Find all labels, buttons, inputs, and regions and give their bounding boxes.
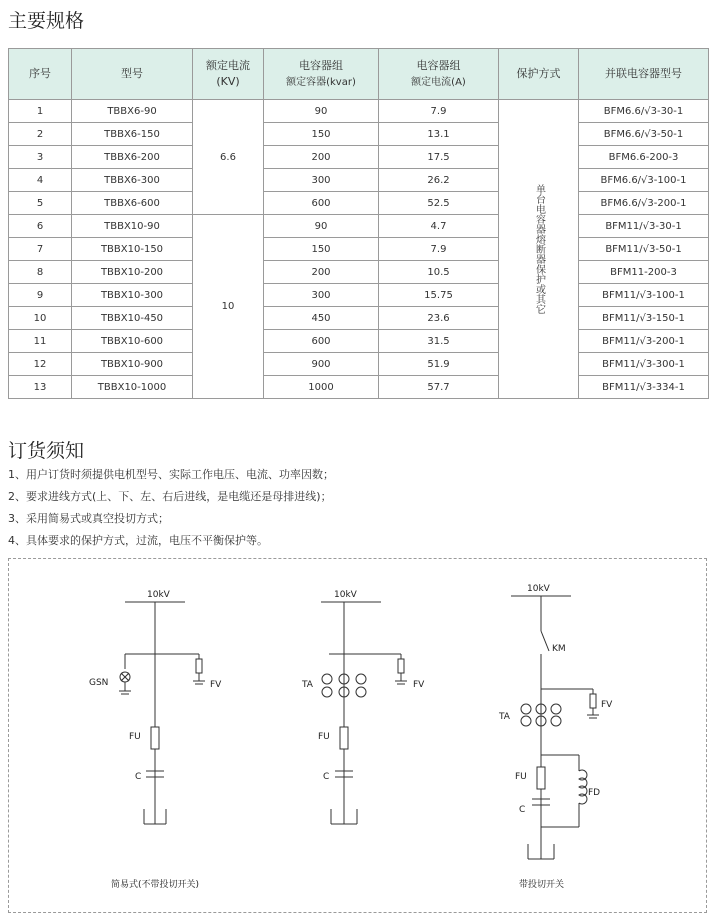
cell-amp: 10.5 [379, 261, 499, 284]
header-capacity-line1: 电容器组 [299, 58, 343, 72]
cell-parallel: BFM6.6/√3-50-1 [579, 123, 709, 146]
d1-gsn-label: GSN [89, 678, 109, 688]
cell-parallel: BFM11/√3-150-1 [579, 307, 709, 330]
d3-caption: 带投切开关 [519, 880, 565, 890]
cell-model: TBBX10-600 [72, 330, 193, 353]
d3-fuse-icon [537, 767, 545, 789]
cell-no: 4 [9, 169, 72, 192]
cell-model: TBBX10-90 [72, 215, 193, 238]
cell-amp: 23.6 [379, 307, 499, 330]
cell-amp: 4.7 [379, 215, 499, 238]
table-row [9, 238, 709, 261]
cell-kvar: 450 [264, 307, 379, 330]
cell-model: TBBX10-200 [72, 261, 193, 284]
cell-no: 10 [9, 307, 72, 330]
cell-amp: 17.5 [379, 146, 499, 169]
cell-no: 8 [9, 261, 72, 284]
cell-parallel: BFM6.6/√3-30-1 [579, 100, 709, 123]
cell-kvar: 200 [264, 146, 379, 169]
d1-fv-arrester-icon [196, 659, 202, 673]
cell-no: 11 [9, 330, 72, 353]
cell-kvar: 200 [264, 261, 379, 284]
d3-fv-arrester-icon [590, 694, 596, 708]
cell-amp: 15.75 [379, 284, 499, 307]
table-header-row [9, 49, 709, 100]
table-row [9, 215, 709, 238]
cell-amp: 13.1 [379, 123, 499, 146]
d3-ta-label: TA [499, 712, 510, 722]
cell-kvar: 90 [264, 100, 379, 123]
cell-no: 12 [9, 353, 72, 376]
table-row [9, 169, 709, 192]
cell-kvar: 300 [264, 169, 379, 192]
d2-ta-icon [322, 674, 332, 684]
d2-fv-arrester-icon [398, 659, 404, 673]
order-note-item: 1、用户订货时须提供电机型号、实际工作电压、电流、功率因数； [8, 468, 334, 481]
cell-amp: 31.5 [379, 330, 499, 353]
cell-no: 7 [9, 238, 72, 261]
cell-parallel: BFM11/√3-50-1 [579, 238, 709, 261]
cell-kvar: 300 [264, 284, 379, 307]
cell-kvar: 600 [264, 192, 379, 215]
d3-ta-icon [551, 704, 561, 714]
cell-parallel: BFM11-200-3 [579, 261, 709, 284]
header-current [193, 49, 264, 100]
d2-ta-icon [356, 674, 366, 684]
d3-fd-label: FD [588, 788, 601, 798]
cell-model: TBBX6-600 [72, 192, 193, 215]
d2-fuse-icon [340, 727, 348, 749]
cell-model: TBBX6-300 [72, 169, 193, 192]
cell-no: 3 [9, 146, 72, 169]
cell-no: 5 [9, 192, 72, 215]
cell-model: TBBX6-150 [72, 123, 193, 146]
table-row [9, 353, 709, 376]
d3-ta-icon [551, 716, 561, 726]
d1-fuse-icon [151, 727, 159, 749]
table-row [9, 100, 709, 123]
d2-fv-label: FV [413, 680, 425, 690]
d1-c-label: C [135, 772, 142, 782]
cell-model: TBBX10-150 [72, 238, 193, 261]
cell-amp: 51.9 [379, 353, 499, 376]
table-row [9, 284, 709, 307]
header-amp-line2: 额定电流(A) [411, 76, 466, 88]
d3-ta-icon [521, 716, 531, 726]
diagram-ta [321, 602, 407, 824]
cell-amp: 7.9 [379, 238, 499, 261]
header-current-line2: (KV) [216, 75, 240, 88]
table-row [9, 376, 709, 399]
d2-c-label: C [323, 772, 330, 782]
cell-kvar: 900 [264, 353, 379, 376]
header-current-line1: 额定电流 [206, 59, 250, 72]
cell-parallel: BFM11/√3-200-1 [579, 330, 709, 353]
d3-km-label: KM [552, 644, 566, 654]
cell-no: 9 [9, 284, 72, 307]
cell-parallel: BFM6.6/√3-200-1 [579, 192, 709, 215]
d3-bus-label: 10kV [527, 584, 550, 594]
header-capacity-line2: 额定容器(kvar) [286, 76, 356, 88]
cell-model: TBBX10-900 [72, 353, 193, 376]
table-row [9, 146, 709, 169]
d2-bus-label: 10kV [334, 590, 357, 600]
header-protection: 保护方式 [499, 49, 579, 100]
order-note-item: 4、具体要求的保护方式，过流，电压不平衡保护等。 [8, 534, 268, 547]
d3-fd-coil-icon [579, 770, 587, 804]
cell-parallel: BFM6.6/√3-100-1 [579, 169, 709, 192]
d2-fu-label: FU [318, 732, 330, 742]
cell-parallel: BFM11/√3-300-1 [579, 353, 709, 376]
d1-fu-label: FU [129, 732, 141, 742]
cell-no: 6 [9, 215, 72, 238]
cell-amp: 7.9 [379, 100, 499, 123]
wiring-diagrams [8, 558, 707, 913]
cell-kvar: 150 [264, 238, 379, 261]
cell-protection: 单台电容器熔断器保护或其它 [499, 100, 579, 399]
d3-km-switch-icon [541, 631, 549, 651]
table-row [9, 307, 709, 330]
cell-no: 1 [9, 100, 72, 123]
d1-fv-label: FV [210, 680, 222, 690]
cell-parallel: BFM11/√3-334-1 [579, 376, 709, 399]
d3-fv-label: FV [601, 700, 613, 710]
cell-model: TBBX6-90 [72, 100, 193, 123]
header-amp-line1: 电容器组 [416, 58, 461, 72]
d2-ta-icon [322, 687, 332, 697]
header-model: 型号 [72, 49, 193, 100]
cell-kvar: 1000 [264, 376, 379, 399]
section-title-order: 订货须知 [8, 440, 85, 462]
cell-no: 13 [9, 376, 72, 399]
cell-no: 2 [9, 123, 72, 146]
spec-table [8, 48, 709, 399]
diagram-switch [511, 596, 599, 859]
order-note-item: 2、要求进线方式(上、下、左、右后进线，是电缆还是母排进线)； [8, 490, 332, 503]
d1-bus-label: 10kV [147, 590, 170, 600]
header-no: 序号 [9, 49, 72, 100]
header-parallel: 并联电容器型号 [579, 49, 709, 100]
d3-c-label: C [519, 805, 526, 815]
d3-ta-icon [521, 704, 531, 714]
d2-ta-label: TA [302, 680, 313, 690]
cell-parallel: BFM11/√3-100-1 [579, 284, 709, 307]
cell-model: TBBX6-200 [72, 146, 193, 169]
table-row [9, 330, 709, 353]
order-notes [8, 464, 334, 552]
cell-kvar: 600 [264, 330, 379, 353]
cell-voltage-group: 6.6 [193, 100, 264, 215]
cell-kvar: 150 [264, 123, 379, 146]
cell-parallel: BFM6.6-200-3 [579, 146, 709, 169]
cell-model: TBBX10-450 [72, 307, 193, 330]
cell-amp: 52.5 [379, 192, 499, 215]
cell-amp: 26.2 [379, 169, 499, 192]
header-capacity [264, 49, 379, 100]
cell-amp: 57.7 [379, 376, 499, 399]
table-row [9, 123, 709, 146]
cell-kvar: 90 [264, 215, 379, 238]
wiring-diagrams-svg [9, 559, 708, 914]
table-row [9, 261, 709, 284]
header-amp [379, 49, 499, 100]
table-row [9, 192, 709, 215]
d3-fu-label: FU [515, 772, 527, 782]
diagram-simple [119, 602, 205, 824]
cell-model: TBBX10-1000 [72, 376, 193, 399]
cell-model: TBBX10-300 [72, 284, 193, 307]
d1-caption: 简易式(不带投切开关) [111, 880, 200, 890]
cell-voltage-group: 10 [193, 215, 264, 399]
d2-ta-icon [356, 687, 366, 697]
section-title-specs: 主要规格 [8, 10, 85, 32]
order-note-item: 3、采用简易式或真空投切方式； [8, 512, 169, 525]
cell-parallel: BFM11/√3-30-1 [579, 215, 709, 238]
